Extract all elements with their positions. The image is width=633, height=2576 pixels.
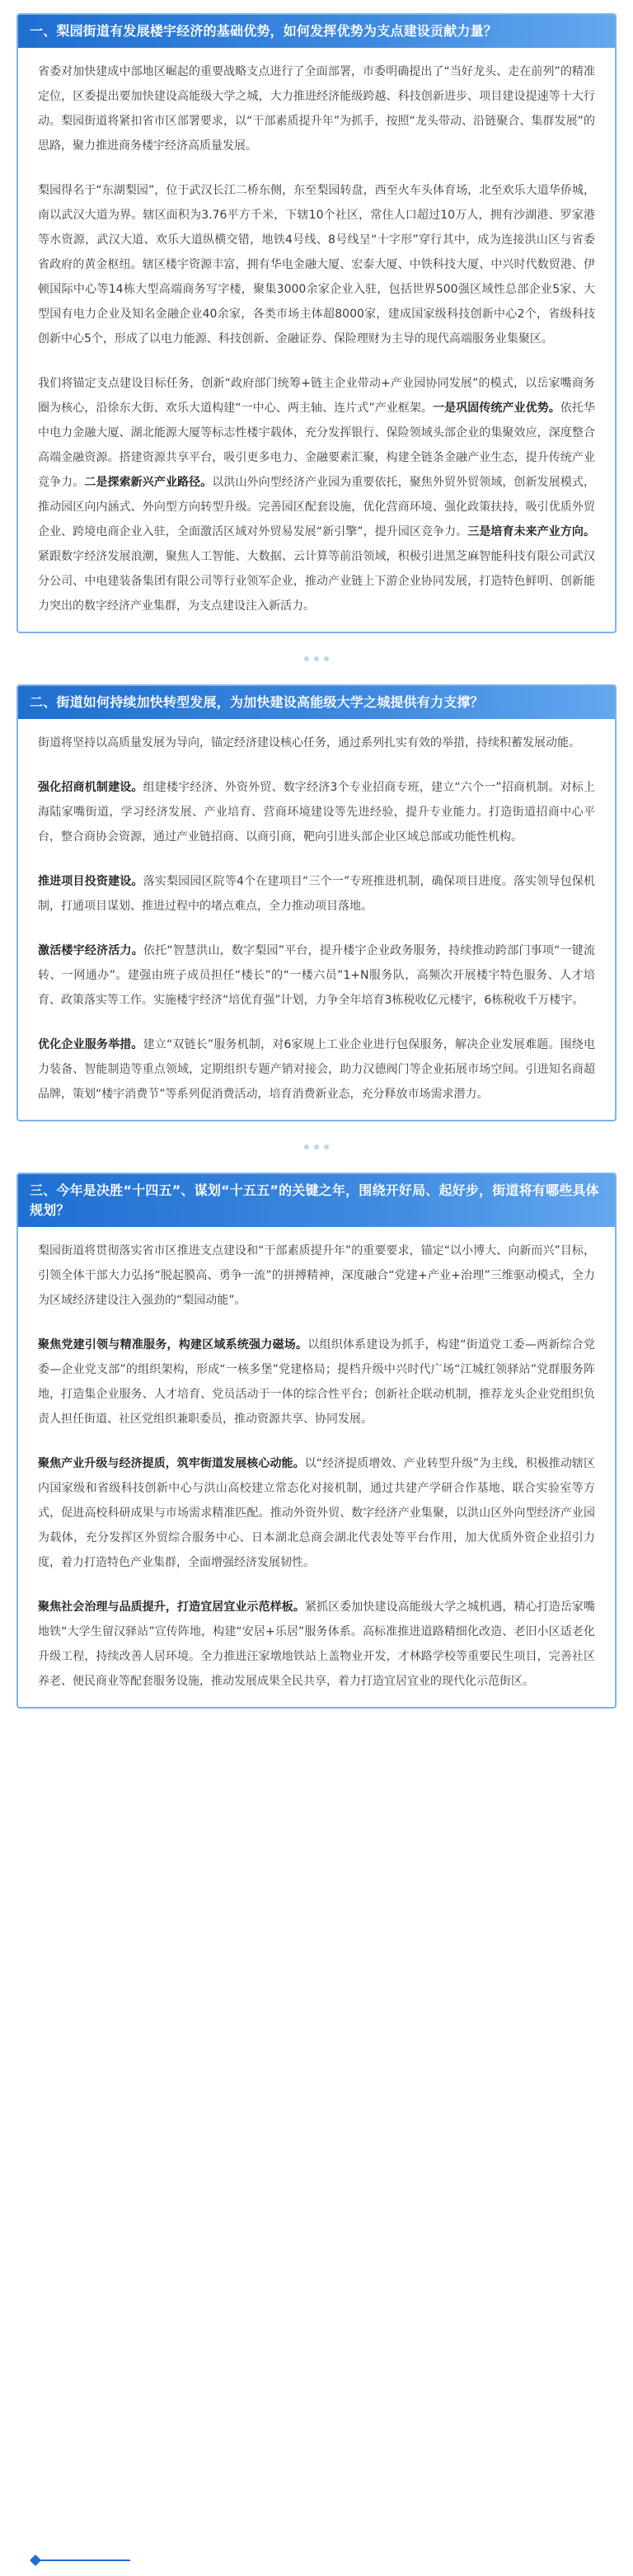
paragraph-text: 省委对加快建成中部地区崛起的重要战略支点进行了全面部署，市委明确提出了“当好龙头、走在前列”的精准定位，区委提出要加快建设高能级大学之城，大力推进经济能级跨越、科技创新进步、项目建设提速等十大行动。梨园街道将紧扣省市区部署要求，以“干部素质提升年”为抓手，按照“龙头带动、沿链聚合、集群发展”的思路，聚力推进商务楼宇经济高质量发展。: [38, 65, 595, 153]
paragraph-text: 组建楼宇经济、外资外贸、数字经济3个专业招商专班，建立“六个一”招商机制。对标上海陆家嘴街道，学习经济发展、产业培育、营商环境建设等先进经验，提升专业能力。打造街道招商中心平台，整合商协会资源，通过产业链招商、以商引商，靶向引进头部企业区域总部或功能性机构。: [38, 781, 595, 844]
paragraph: [38, 59, 595, 158]
section-card-1: [16, 13, 617, 633]
divider-dot: [324, 1145, 329, 1149]
paragraph-text: 以组织体系建设为抓手，构建“街道党工委—两新综合党委—企业党支部”的组织架构，形成“一核多堡”党建格局；提档升级中兴时代广场“江城红领驿站”党群服务阵地，打造集企业服务、人才培育、党员活动于一体的综合性平台；创新社企联动机制，推荐龙头企业党组织负责人担任街道、社区党组织兼职委员，推动资源共享、协同发展。: [38, 1338, 595, 1426]
paragraph-bold-text: 二是探索新兴产业路径。: [84, 476, 213, 489]
paragraph-text: 以“经济提质增效、产业转型升级”为主线，积极推动辖区内国家级和省级科技创新中心与洪山高校建立常态化对接机制，通过共建产学研合作基地、联合实验室等方式，促进高校科研成果与市场需求精准匹配。推动外资外贸、数字经济产业集聚，以洪山区外向型经济产业园为载体，充分发挥区外贸综合服务中心、日本湖北总商会湖北代表处等平台作用，加大优质外资企业招引力度，着力打造特色产业集群，全面增强经济发展韧性。: [38, 1457, 595, 1569]
footer-accent-bar: [40, 2560, 130, 2569]
section-title: 一、梨园街道有发展楼宇经济的基础优势，如何发挥优势为支点建设贡献力量？: [18, 15, 615, 48]
paragraph: [38, 775, 595, 849]
section-divider: [0, 1121, 633, 1173]
paragraph-text: 梨园得名于“东湖梨园”，位于武汉长江二桥东侧，东至梨园转盘，西至火车头体育场，北至欢乐大道华侨城，南以武汉大道为界。辖区面积为3.76平方千米，下辖10个社区，常住人口超过10万人，拥有沙湖港、罗家港等水资源，武汉大道、欢乐大道纵横交错，地铁4号线、8号线呈“十字形”穿行其中，成为连接洪山区与省委省政府的黄金枢纽。辖区楼宇资源丰富，拥有华电金融大厦、宏泰大厦、中铁科技大厦、中兴时代数贸港、伊顿国际中心等14栋大型高端商务写字楼，聚集3000余家企业入驻，包括世界500强区域性总部企业5家、大型国有电力企业及知名金融企业40余家，各类市场主体超8000家，建成国家级科技创新中心2个，省级科技创新中心5个，形成了以电力能源、科技创新、金融证券、保险理财为主导的现代高端服务业集聚区。: [38, 184, 595, 346]
paragraph-text: 依托“智慧洪山，数字梨园”平台，提升楼宇企业政务服务，持续推动跨部门事项“一键流转、一网通办”。建强由班子成员担任“楼长”的“一楼六员”1+N服务队，高频次开展楼宇特色服务、人才培育、政策落实等工作。实施楼宇经济“培优育强”计划，力争全年培育3栋税收亿元楼宇，6栋税收千万楼宇。: [38, 944, 595, 1007]
paragraph: [38, 731, 595, 755]
paragraph-text: 落实梨园园区院等4个在建项目“三个一”专班推进机制，确保项目进度。落实领导包保机制，打通项目谋划、推进过程中的堵点难点，全力推动项目落地。: [38, 875, 595, 913]
paragraph: [38, 1239, 595, 1313]
paragraph: [38, 938, 595, 1013]
paragraph-bold-text: 聚焦社会治理与品质提升，打造宜居宜业示范样板。: [38, 1601, 305, 1614]
paragraph-bold-text: 强化招商机制建设。: [38, 781, 143, 794]
section-body: [18, 1227, 615, 1707]
section-body: [18, 48, 615, 632]
paragraph: [38, 1595, 595, 1694]
paragraph-text: 我们将锚定支点建设目标任务，创新“政府部门统筹+链主企业带动+产业园协同发展”的模式，以岳家嘴商务圈为核心，沿徐东大街、欢乐大道构建“一中心、两主轴、连片式”产业框架。: [38, 377, 595, 415]
paragraph-text: 梨园街道将贯彻落实省市区推进支点建设和“干部素质提升年”的重要要求，锚定“以小博大、向新而兴”目标，引领全体干部大力弘扬“脱起膜高、勇争一流”的拼搏精神，深度融合“党建+产业+治理”三维驱动模式，全力为区域经济建设注入强劲的“梨园动能”。: [38, 1244, 595, 1307]
divider-dot: [324, 656, 329, 661]
section-divider: [0, 633, 633, 684]
paragraph-bold-text: 优化企业服务举措。: [38, 1038, 143, 1051]
paragraph-text: 紧抓区委加快建设高能级大学之城机遇，精心打造岳家嘴地铁“大学生留汉驿站”宣传阵地，构建“安居+乐居”服务体系。高标准推进道路精细化改造、老旧小区适老化升级工程，持续改善人居环境。全力推进汪家墩地铁站上盖物业开发，才林路学校等重要民生项目，完善社区养老、便民商业等配套服务设施，推动发展成果全民共享，着力打造宜居宜业的现代化示范街区。: [38, 1601, 596, 1688]
divider-dots: [304, 656, 329, 661]
paragraph: [38, 1451, 595, 1575]
paragraph-text: 建立“双链长”服务机制，对6家规上工业企业进行包保服务，解决企业发展难题。围绕电力装备、智能制造等重点领域，定期组织专题产销对接会，助力汉德阀门等企业拓展市场空间。引进知名商超品牌，策划“楼宇消费节”等系列促消费活动，培育消费新业态，充分释放市场需求潜力。: [38, 1038, 595, 1101]
divider-dot: [314, 656, 319, 661]
paragraph: [38, 178, 595, 351]
divider-dots: [304, 1145, 329, 1149]
divider-dot: [314, 1145, 319, 1149]
paragraph-bold-text: 激活楼宇经济活力。: [38, 944, 143, 957]
section-card-3: [16, 1173, 617, 1709]
paragraph-bold-text: 一是巩固传统产业优势。: [433, 402, 560, 415]
footer-decoration: [0, 2553, 633, 2576]
paragraph-bold-text: 三是培育未来产业方向。: [467, 525, 595, 538]
divider-dot: [304, 656, 309, 661]
paragraph-text: 紧跟数字经济发展浪潮，聚焦人工智能、大数据、云计算等前沿领域，积极引进黑芝麻智能科技有限公司武汉分公司、中电建装备集团有限公司等行业领军企业，推动产业链上下游企业协同发展，打造特色鲜明、创新能力突出的数字经济产业集群，为支点建设注入新活力。: [38, 550, 595, 613]
paragraph: [38, 371, 595, 618]
paragraph-text: 街道将坚持以高质量发展为导向，锚定经济建设核心任务，通过系列扎实有效的举措，持续积蓄发展动能。: [38, 736, 580, 750]
paragraph-bold-text: 聚焦党建引领与精准服务，构建区域系统强力磁场。: [38, 1338, 308, 1351]
section-title: 二、街道如何持续加快转型发展，为加快建设高能级大学之城提供有力支撑？: [18, 686, 615, 719]
paragraph-bold-text: 聚焦产业升级与经济提质，筑牢街道发展核心动能。: [38, 1457, 305, 1470]
paragraph: [38, 1032, 595, 1107]
paragraph-text: 依托华中电力金融大厦、湖北能源大厦等标志性楼宇载体，充分发挥银行、保险领域头部企业的集聚效应，深度整合高端金融资源。搭建资源共享平台，吸引更多电力、金融要素汇聚，构建全链条金融产业生态，提升传统产业竞争力。: [38, 402, 596, 489]
section-body: [18, 719, 615, 1120]
divider-dot: [304, 1145, 309, 1149]
section-card-2: [16, 684, 617, 1121]
paragraph-bold-text: 推进项目投资建设。: [38, 875, 143, 888]
section-title: 三、今年是决胜“十四五”、谋划“十五五”的关键之年，围绕开好局、起好步，街道将有哪些具体规划？: [18, 1174, 615, 1227]
paragraph: [38, 1333, 595, 1431]
paragraph-text: 以洪山外向型经济产业园为重要依托，聚焦外贸外贸领域，创新发展模式，推动园区向内涵式、外向型方向转型升级。完善园区配套设施，优化营商环境、强化政策扶持，吸引优质外贸企业、跨境电商企业入驻，全面激活区域对外贸易发展“新引擎”，提升园区竞争力。: [38, 476, 596, 538]
paragraph: [38, 869, 595, 919]
